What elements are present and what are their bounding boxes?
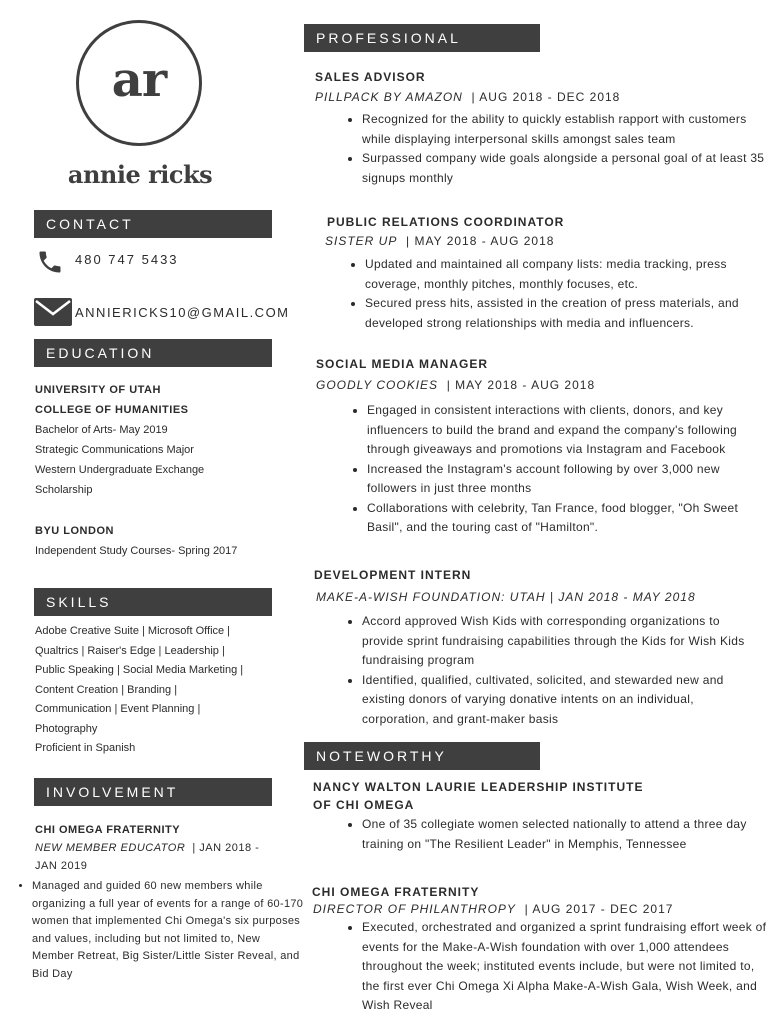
skills-list <box>35 622 280 759</box>
involvement-bullets <box>16 878 304 983</box>
involvement-block <box>35 821 280 875</box>
email-address[interactable]: ANNIERICKS10@GMAIL.COM <box>75 305 290 320</box>
involvement-org: CHI OMEGA FRATERNITY <box>35 824 181 836</box>
education-heading: EDUCATION <box>34 339 272 367</box>
noteworthy-role: DIRECTOR OF PHILANTHROPY <box>313 902 516 916</box>
job-bullet: • Increased the Instagram's account following by over 3,000 new followers in just three months <box>367 460 767 499</box>
edu-line: Strategic Communications Major <box>35 444 194 456</box>
job-bullet: • Engaged in consistent interactions with clients, donors, and key influencers to build the brand and expand the company's following through giveaways and promotions via Instagram and Facebook <box>367 401 767 460</box>
job-bullets <box>342 612 760 729</box>
involvement-role: NEW MEMBER EDUCATOR <box>35 842 186 854</box>
noteworthy-title <box>313 778 643 814</box>
noteworthy-title: CHI OMEGA FRATERNITY <box>312 885 480 899</box>
job-bullet: • Surpassed company wide goals alongside a personal goal of at least 35 signups monthly <box>362 149 768 188</box>
skill-line: Qualtrics | Raiser's Edge | Leadership | <box>35 644 225 657</box>
job-subtitle <box>315 90 620 104</box>
job-bullet: • Accord approved Wish Kids with corresponding organizations to provide sprint fundraising capabilities through the Kids for Wish Kids fundraising program <box>362 612 760 671</box>
skill-line: Communication | Event Planning | <box>35 703 201 715</box>
edu-line: Bachelor of Arts- May 2019 <box>35 424 168 436</box>
skill-line: Photography <box>35 722 98 735</box>
noteworthy-subtitle <box>313 902 673 916</box>
edu-line: Western Undergraduate Exchange <box>35 464 205 476</box>
college-humanities: COLLEGE OF HUMANITIES <box>35 404 189 416</box>
noteworthy-dates: | AUG 2017 - DEC 2017 <box>524 902 674 916</box>
job-bullets <box>345 255 760 333</box>
edu-line: Scholarship <box>35 484 93 496</box>
phone-icon <box>36 248 64 276</box>
edu-line: Independent Study Courses- Spring 2017 <box>35 545 238 557</box>
job-title: SALES ADVISOR <box>315 70 426 84</box>
job-bullet: • Updated and maintained all company lists: media tracking, press coverage, monthly pitches, monthly focuses, etc. <box>365 255 760 294</box>
job-subtitle <box>325 234 554 248</box>
job-title: DEVELOPMENT INTERN <box>314 568 472 582</box>
involvement-dates-end: JAN 2019 <box>35 860 88 872</box>
involvement-dates: | JAN 2018 - <box>192 842 260 854</box>
skill-line: Adobe Creative Suite | Microsoft Office | <box>35 625 231 637</box>
job-title: SOCIAL MEDIA MANAGER <box>316 357 489 371</box>
education-block <box>35 380 280 561</box>
experience-heading: PROFESSIONAL EXPERIENCE <box>304 24 540 52</box>
noteworthy-bullet: • One of 35 collegiate women selected nationally to attend a three day training on "The Resilient Leader" in Memphis, Tennessee <box>362 815 760 854</box>
job-org: PILLPACK BY AMAZON <box>315 90 463 104</box>
job-subtitle <box>316 378 595 392</box>
logo-initials: ar <box>111 52 167 108</box>
involvement-bullet: • Managed and guided 60 new members while organizing a full year of events for a range of 60-170 women that implemented Chi Omega's six purposes and values, including but not limited to, New Member Retreat, Big Sister/Little Sister Reveal, and Bid Day <box>32 878 304 983</box>
noteworthy-bullets <box>342 918 768 1016</box>
noteworthy-title-line: NANCY WALTON LAURIE LEADERSHIP INSTITUTE <box>313 780 644 794</box>
school-byu-london: BYU LONDON <box>35 525 114 537</box>
job-bullets <box>347 401 767 538</box>
job-bullet: • Identified, qualified, cultivated, solicited, and stewarded new and existing donors of varying donative intents on an individual, corporation, and grant-maker basis <box>362 671 760 730</box>
phone-number[interactable]: 480 747 5433 <box>75 252 179 267</box>
involvement-heading: INVOLVEMENT <box>34 778 272 806</box>
job-dates: | MAY 2018 - AUG 2018 <box>406 234 555 248</box>
job-subtitle <box>316 590 696 604</box>
noteworthy-bullet: • Executed, orchestrated and organized a sprint fundraising effort week of events for the Make-A-Wish foundation with over 1,000 attendees throughout the week; instituted events include, but were not limited to, the first ever Chi Omega Xi Alpha Make-A-Wish Gala, Wish Week, and Wish Reveal <box>362 918 768 1016</box>
job-dates: | MAY 2018 - AUG 2018 <box>446 378 596 392</box>
envelope-icon <box>34 298 72 326</box>
candidate-name: annie ricks <box>67 160 213 189</box>
job-title: PUBLIC RELATIONS COORDINATOR <box>327 215 565 229</box>
contact-heading: CONTACT <box>34 210 272 238</box>
noteworthy-bullets <box>342 815 760 854</box>
job-bullet: • Secured press hits, assisted in the creation of press materials, and developed strong relationships with media and influencers. <box>365 294 760 333</box>
school-utah: UNIVERSITY OF UTAH <box>35 384 161 396</box>
job-org: MAKE-A-WISH FOUNDATION: UTAH | JAN 2018 - MAY 2018 <box>316 590 696 604</box>
noteworthy-title-line: OF CHI OMEGA <box>313 798 415 812</box>
skills-heading: SKILLS <box>34 588 272 616</box>
noteworthy-heading: NOTEWORTHY <box>304 742 540 770</box>
job-org: GOODLY COOKIES <box>316 378 439 392</box>
job-dates: | AUG 2018 - DEC 2018 <box>471 90 621 104</box>
skill-line: Content Creation | Branding | <box>35 683 178 696</box>
job-org: SISTER UP <box>325 234 398 248</box>
job-bullet: • Collaborations with celebrity, Tan France, food blogger, "Oh Sweet Basil", and the touring cast of "Hamilton". <box>367 499 767 538</box>
skill-line: Public Speaking | Social Media Marketing | <box>35 664 244 676</box>
job-bullets <box>342 110 768 188</box>
skill-line: Proficient in Spanish <box>35 742 136 754</box>
job-bullet: • Recognized for the ability to quickly establish rapport with customers while displaying interpersonal skills amongst sales team <box>362 110 768 149</box>
